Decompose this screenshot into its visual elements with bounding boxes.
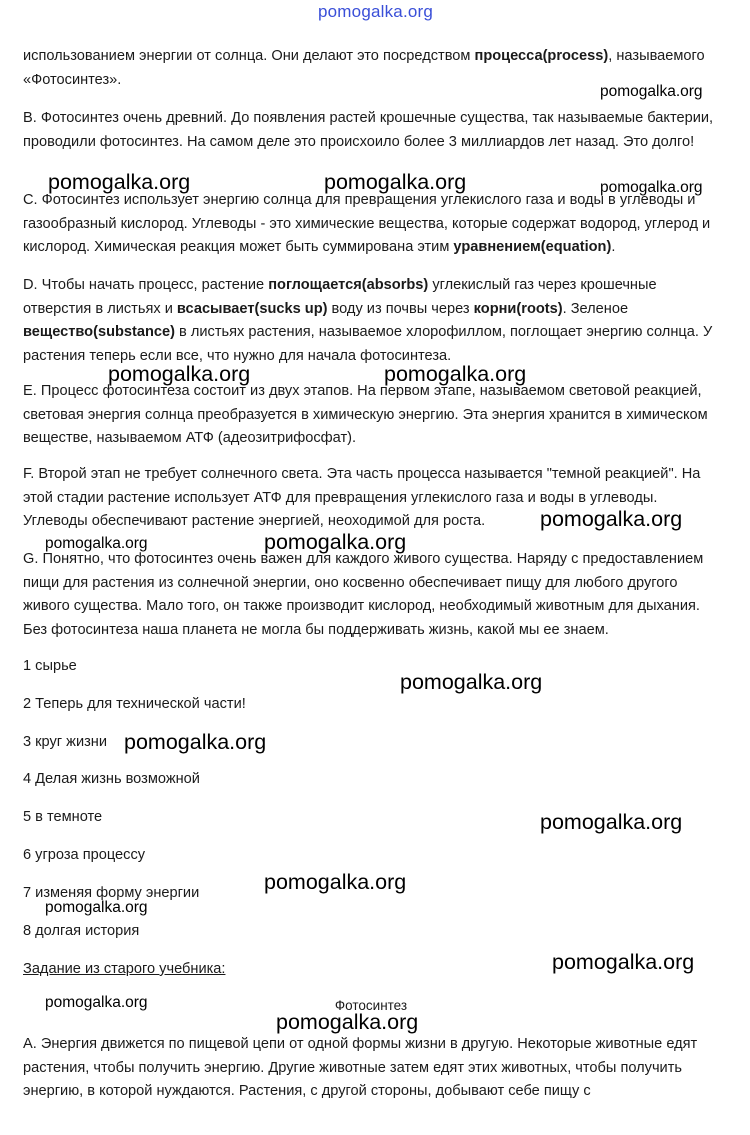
list-item: 5 в темноте — [23, 809, 103, 825]
list-item: 8 долгая история — [23, 923, 140, 939]
list-item: 6 угроза процессу — [23, 847, 146, 863]
paragraph-g: G. Понятно, что фотосинтез очень важен для каждого живого существа. Наряду с предоставлением пищи для растения из солнечной энергии, оно косвенно обеспечивает пищу для любого другого живого существа. Мало того, он также производит кислород, необходимый животным для дыхания. Без фотосинтеза наша планета не могла бы поддерживать жизнь, какой мы ее знаем. — [23, 551, 704, 638]
old-task-heading: Задание из старого учебника: — [23, 961, 226, 977]
watermark: pomogalka.org — [276, 1010, 419, 1034]
watermark: pomogalka.org — [400, 670, 543, 694]
watermark: pomogalka.org — [600, 179, 703, 196]
paragraph-f: F. Второй этап не требует солнечного света. Эта часть процесса называется "темной реакцией". На этой стадии растение использует АТФ для превращения углекислого газа и воды в углеводы. Углеводы обеспечивают растение энергией, неоходимой для роста. — [23, 466, 701, 530]
list-item: 4 Делая жизнь возможной — [23, 771, 200, 787]
paragraph-a: А. Энергия движется по пищевой цепи от одной формы жизни в другую. Некоторые животные едят растения, чтобы получить энергию. Другие животные затем едят этих животных, чтобы получить энергию, в которой нуждаются. Растения, с другой стороны, добывают себе пищу с — [23, 1036, 698, 1100]
watermark: pomogalka.org — [45, 899, 148, 916]
watermark: pomogalka.org — [264, 530, 407, 554]
watermark: pomogalka.org — [324, 170, 467, 194]
watermark: pomogalka.org — [124, 730, 267, 754]
paragraph-c: C. Фотосинтез использует энергию солнца для превращения углекислого газа и воды в углеводы и газообразный кислород. Углеводы - это химические вещества, которые содержат водород, углерод и кислород. Химическая реакция может быть суммирована этим уравнением(equation). — [23, 192, 711, 256]
watermark: pomogalka.org — [552, 950, 695, 974]
watermark: pomogalka.org — [45, 535, 148, 552]
list-item: 1 сырье — [23, 658, 77, 674]
list-item: 2 Теперь для технической части! — [23, 696, 246, 712]
watermark: pomogalka.org — [600, 83, 703, 100]
paragraph-b: B. Фотосинтез очень древний. До появления растей крошечные существа, так называемые бактерии, проводили фотосинтез. На самом деле это происхоило более 3 миллиардов лет назад. Это долго! — [23, 110, 714, 150]
paragraph-e: E. Процесс фотосинтеза состоит из двух этапов. На первом этапе, называемом световой реакцией, световая энергия солнца преобразуется в химическую энергию. Эта энергия хранится в химическом веществе, называемом АТФ (адеозитрифосфат). — [23, 383, 708, 447]
list-item: 7 изменяя форму энергии — [23, 885, 200, 901]
paragraph-d: D. Чтобы начать процесс, растение поглощается(absorbs) углекислый газ через крошечные отверстия в листьях и всасывает(sucks up) воду из почвы через корни(roots). Зеленое вещество(substance) в листьях растения, называемое хлорофиллом, поглощает энергию солнца. У растения теперь если все, что нужно для начала фотосинтеза. — [23, 277, 713, 364]
watermark: pomogalka.org — [45, 994, 148, 1011]
list-item: 3 круг жизни — [23, 734, 107, 750]
watermark: pomogalka.org — [264, 870, 407, 894]
paragraph-intro: использованием энергии от солнца. Они делают это посредством процесса(process), называемого «Фотосинтез». — [23, 48, 705, 88]
watermark: pomogalka.org — [108, 362, 251, 386]
header-watermark: pomogalka.org — [318, 2, 434, 21]
watermark: pomogalka.org — [540, 507, 683, 531]
watermark: pomogalka.org — [384, 362, 527, 386]
watermark: pomogalka.org — [48, 170, 191, 194]
watermark: pomogalka.org — [540, 810, 683, 834]
old-text-title: Фотосинтез — [334, 998, 408, 1013]
